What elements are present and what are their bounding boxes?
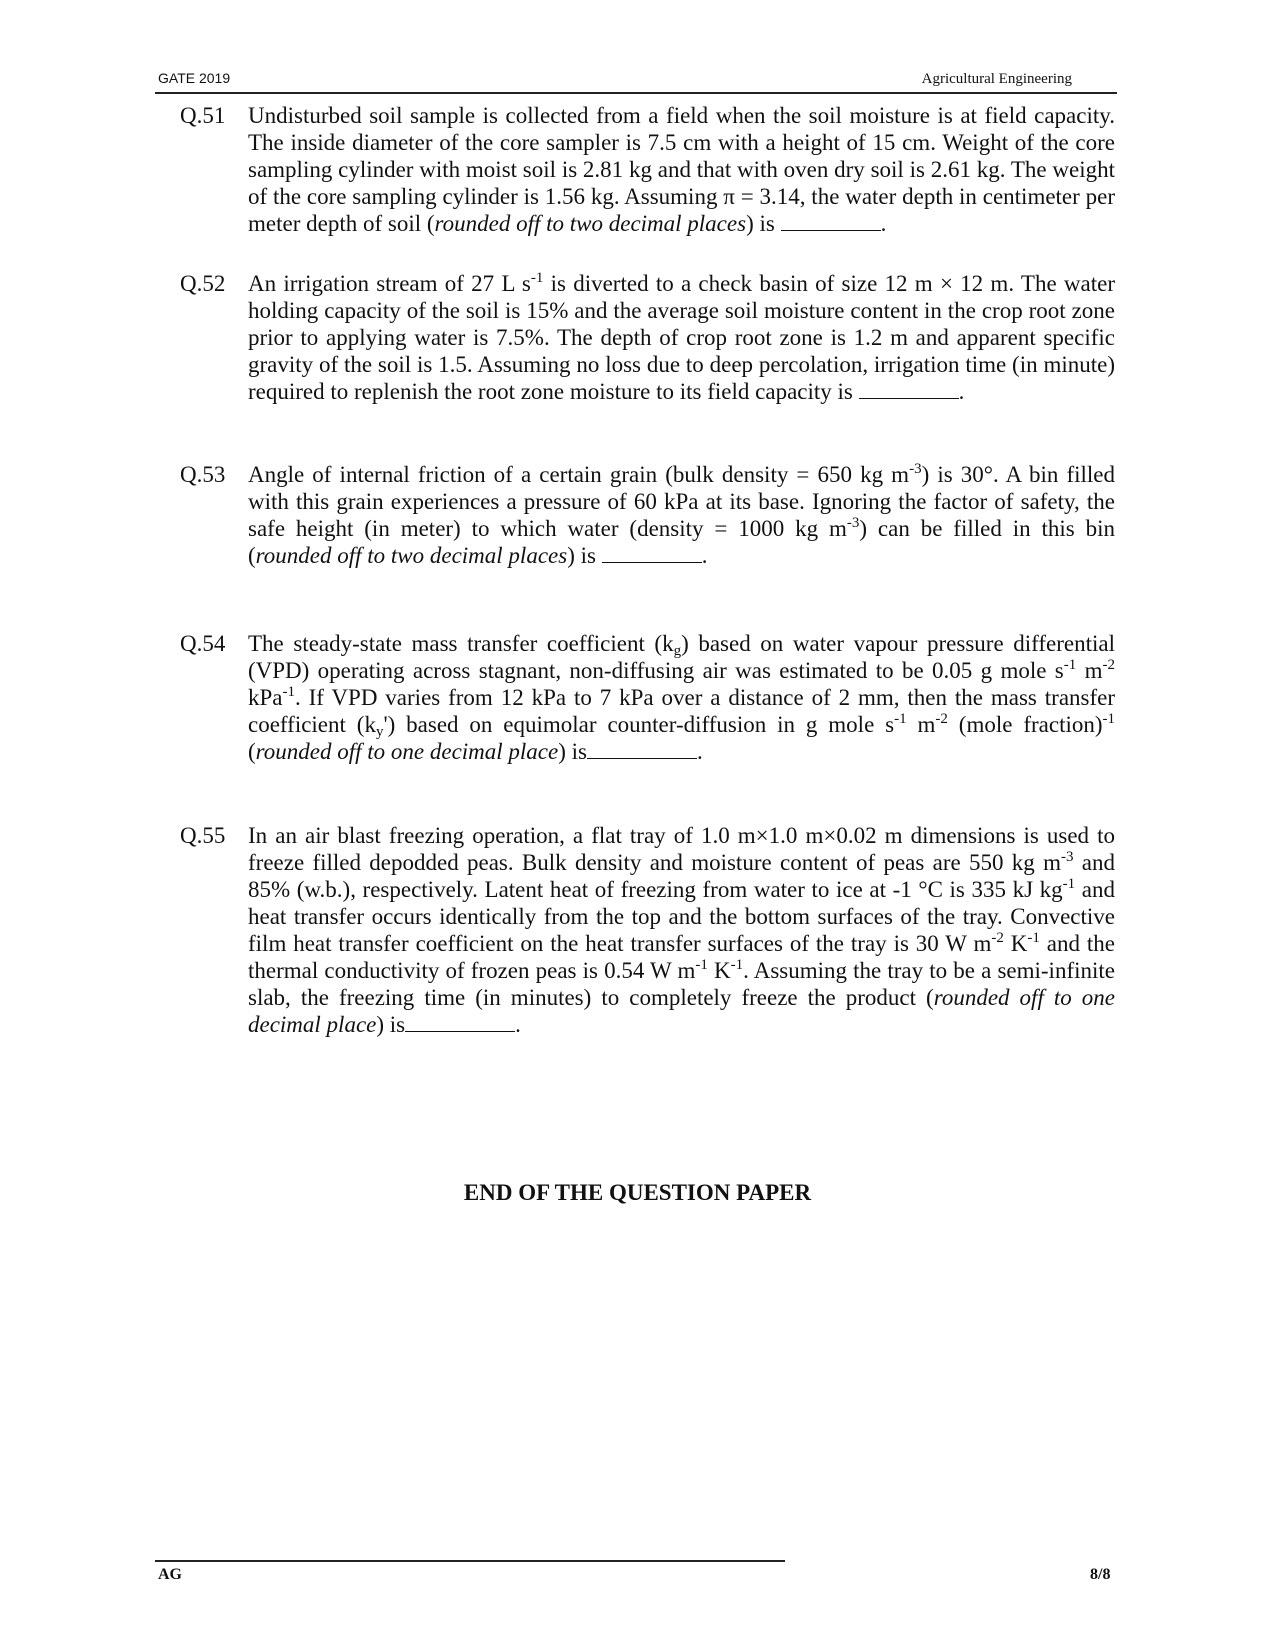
question-number: Q.53 [180, 462, 226, 487]
paper-code: AG [158, 1566, 182, 1583]
question-55 [180, 822, 1115, 1038]
question-text: Undisturbed soil sample is collected from a field when the soil moisture is at field capacity. The inside diameter of the core sampler is 7.5 cm with a height of 15 cm. Weight of the core sampling cylinder with moist soil is 2.81 kg and that with oven dry soil is 2.61 kg. The weight of the core sampling cylinder is 1.56 kg. Assuming π = 3.14, the water depth in centimeter per meter depth of soil (rounded off to two decimal places) is . [248, 103, 1115, 236]
answer-blank[interactable] [859, 379, 959, 399]
footer-divider [155, 1560, 785, 1562]
answer-blank[interactable] [602, 543, 702, 563]
question-text: The steady-state mass transfer coefficient $(k_g)$ based on water vapour pressure differential (VPD) operating across stagnant, non-diffusing air was estimated to be 0.05 g mole $s^{-1}$ $m^{-2}$ kPa$^{-1}$. If VPD varies from 12 kPa to 7 kPa over a distance of 2 mm, then the mass transfer coefficient $(k_y')$ based on equimolar counter-diffusion in g mole $s^{-1}$ $m^{-2}$ (mole fraction)$^{-1}$ (rounded off to one decimal place) is . [248, 631, 1116, 764]
question-54 [180, 630, 1115, 765]
question-number: Q.51 [180, 103, 226, 128]
question-text: In an air blast freezing operation, a flat tray of 1.0 m×1.0 m×0.02 m dimensions is used to freeze filled depodded peas. Bulk density and moisture content of peas are 550 kg $m^{-3}$ and 85% (w.b.), respectively. Latent heat of freezing from water to ice at -1 °C is 335 kJ $kg^{-1}$ and heat transfer occurs identically from the top and the bottom surfaces of the tray. Convective film heat transfer coefficient on the heat transfer surfaces of the tray is 30 W $m^{-2}$ $K^{-1}$ and the thermal conductivity of frozen peas is 0.54 W $m^{-1}$ $K^{-1}$. Assuming the tray to be a semi-infinite slab, the freezing time (in minutes) to completely freeze the product (rounded off to one decimal place) is . [248, 823, 1115, 1037]
page-number: 8/8 [1090, 1566, 1111, 1583]
end-of-paper-heading: END OF THE QUESTION PAPER [463, 1180, 812, 1205]
question-number: Q.52 [180, 271, 226, 296]
answer-blank[interactable] [781, 211, 881, 231]
question-53 [180, 461, 1115, 569]
question-number: Q.54 [180, 631, 226, 656]
question-51 [180, 102, 1115, 237]
exam-title: GATE 2019 [158, 70, 231, 86]
question-number: Q.55 [180, 823, 226, 848]
page-header [155, 70, 1117, 94]
question-text: An irrigation stream of 27 L $s^{-1}$ is diverted to a check basin of size 12 m × 12 m. The water holding capacity of the soil is 15% and the average soil moisture content in the crop root zone prior to applying water is 7.5%. The depth of crop root zone is 1.2 m and apparent specific gravity of the soil is 1.5. Assuming no loss due to deep percolation, irrigation time (in minute) required to replenish the root zone moisture to its field capacity is . [248, 270, 1116, 404]
question-text: Angle of internal friction of a certain grain (bulk density = 650 kg $m^{-3}$) is 30°. A bin filled with this grain experiences a pressure of 60 kPa at its base. Ignoring the factor of safety, the safe height (in meter) to which water (density = 1000 kg $m^{-3}$) can be filled in this bin (rounded off to two decimal places) is . [248, 461, 1115, 568]
subject-title: Agricultural Engineering [921, 71, 1072, 87]
question-52 [180, 270, 1115, 405]
answer-blank[interactable] [405, 1012, 515, 1032]
answer-blank[interactable] [587, 739, 697, 759]
